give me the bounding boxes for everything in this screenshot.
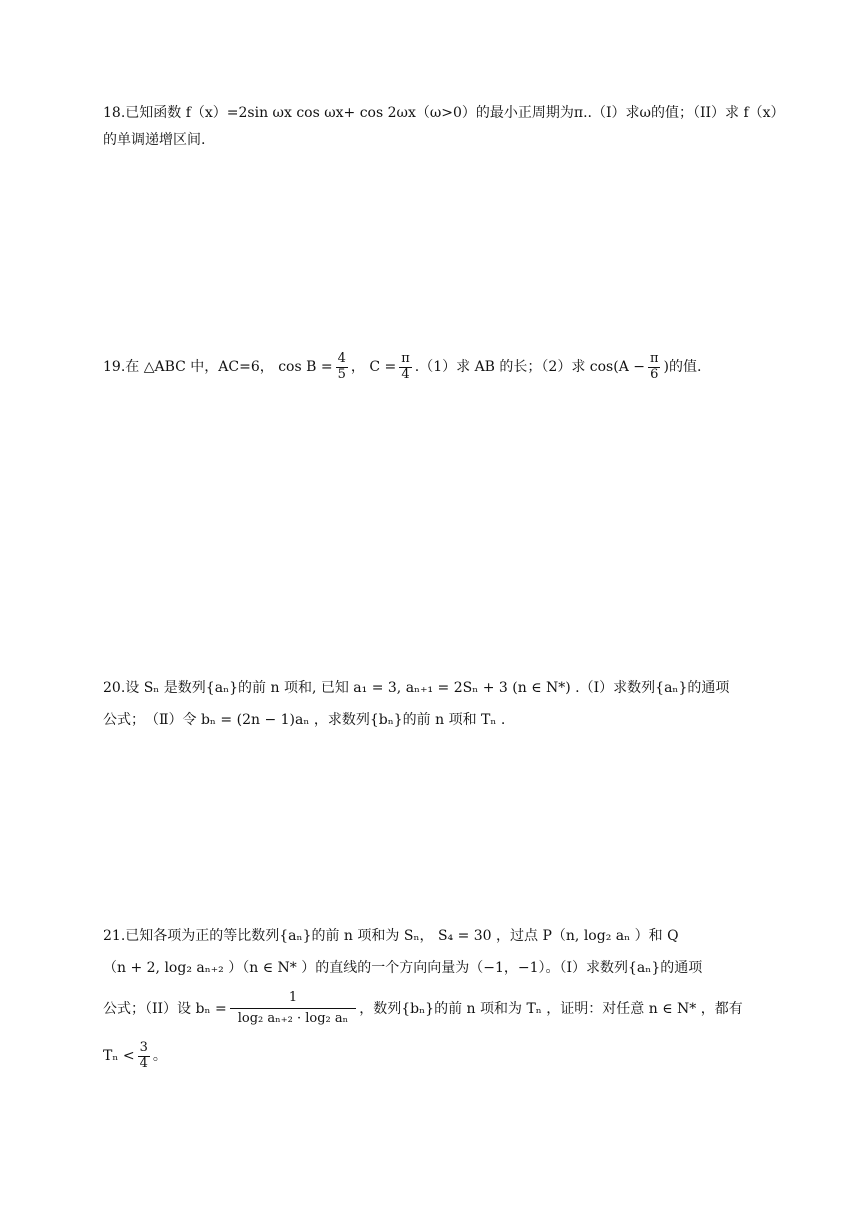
problem-19-line-1 bbox=[103, 352, 763, 383]
problem-19 bbox=[103, 352, 763, 383]
problem-18-line-1: 18.已知函数 f（x）=2sin ωx cos ωx+ cos 2ωx（ω>0）的最小正周期为π..（I）求ω的值；（II）求 f（x） bbox=[103, 105, 785, 121]
problem-21-line-3-prefix: 公式；（II）设 bₙ = bbox=[103, 1000, 227, 1017]
fraction-denominator: log₂ aₙ₊₂ · log₂ aₙ bbox=[230, 1008, 357, 1027]
fraction-numerator: π bbox=[650, 351, 659, 366]
fraction-denominator: 4 bbox=[401, 366, 410, 382]
fraction-denominator: 4 bbox=[139, 1055, 148, 1071]
problem-18-line-2: 的单调递增区间. bbox=[103, 132, 206, 148]
problem-20 bbox=[103, 672, 763, 736]
problem-18 bbox=[103, 100, 785, 154]
problem-21-line-3 bbox=[103, 984, 763, 1034]
fraction-three-quarters bbox=[138, 1041, 150, 1072]
problem-19-prefix: 19.在 △ABC 中，AC=6， cos B = bbox=[103, 358, 333, 375]
problem-19-mid: ， C = bbox=[350, 358, 397, 375]
problem-21-line-4-prefix: Tₙ < bbox=[103, 1047, 135, 1064]
fraction-denominator: 5 bbox=[337, 366, 346, 382]
fraction-numerator: 1 bbox=[288, 990, 298, 1006]
problem-21-line-4-suffix: 。 bbox=[152, 1047, 167, 1064]
problem-20-line-1: 20.设 Sₙ 是数列{aₙ}的前 n 项和, 已知 a₁ = 3, aₙ₊₁ = 2Sₙ + 3 (n ∈ N*) .（Ⅰ）求数列{aₙ}的通项 bbox=[103, 679, 730, 696]
fraction-numerator: 3 bbox=[139, 1039, 148, 1055]
fraction-b-n bbox=[230, 991, 357, 1027]
problem-21-line-4 bbox=[103, 1034, 763, 1078]
fraction-denominator: 6 bbox=[650, 366, 659, 382]
problem-20-line-2: 公式； （Ⅱ）令 bₙ = (2n − 1)aₙ ，求数列{bₙ}的前 n 项和 Tₙ . bbox=[103, 711, 506, 728]
problem-21 bbox=[103, 920, 763, 1078]
fraction-angle-c bbox=[399, 352, 412, 383]
fraction-numerator: π bbox=[401, 351, 410, 366]
problem-19-mid2: .（1）求 AB 的长；（2）求 cos(A − bbox=[414, 358, 645, 375]
fraction-pi-over-6 bbox=[648, 352, 661, 383]
problem-21-line-1: 21.已知各项为正的等比数列{aₙ}的前 n 项和为 Sₙ， S₄ = 30 ，过点 P（n, log₂ aₙ ）和 Q bbox=[103, 927, 679, 944]
fraction-cos-b bbox=[336, 352, 348, 383]
problem-21-line-2: （n + 2, log₂ aₙ₊₂ ）（n ∈ N* ）的直线的一个方向向量为（−1，−1）。（I）求数列{aₙ}的通项 bbox=[103, 959, 703, 976]
problem-21-line-3-suffix: ，数列{bₙ}的前 n 项和为 Tₙ ，证明：对任意 n ∈ N* ，都有 bbox=[359, 1000, 743, 1017]
problem-19-suffix: )的值. bbox=[663, 358, 702, 375]
fraction-numerator: 4 bbox=[337, 351, 346, 366]
